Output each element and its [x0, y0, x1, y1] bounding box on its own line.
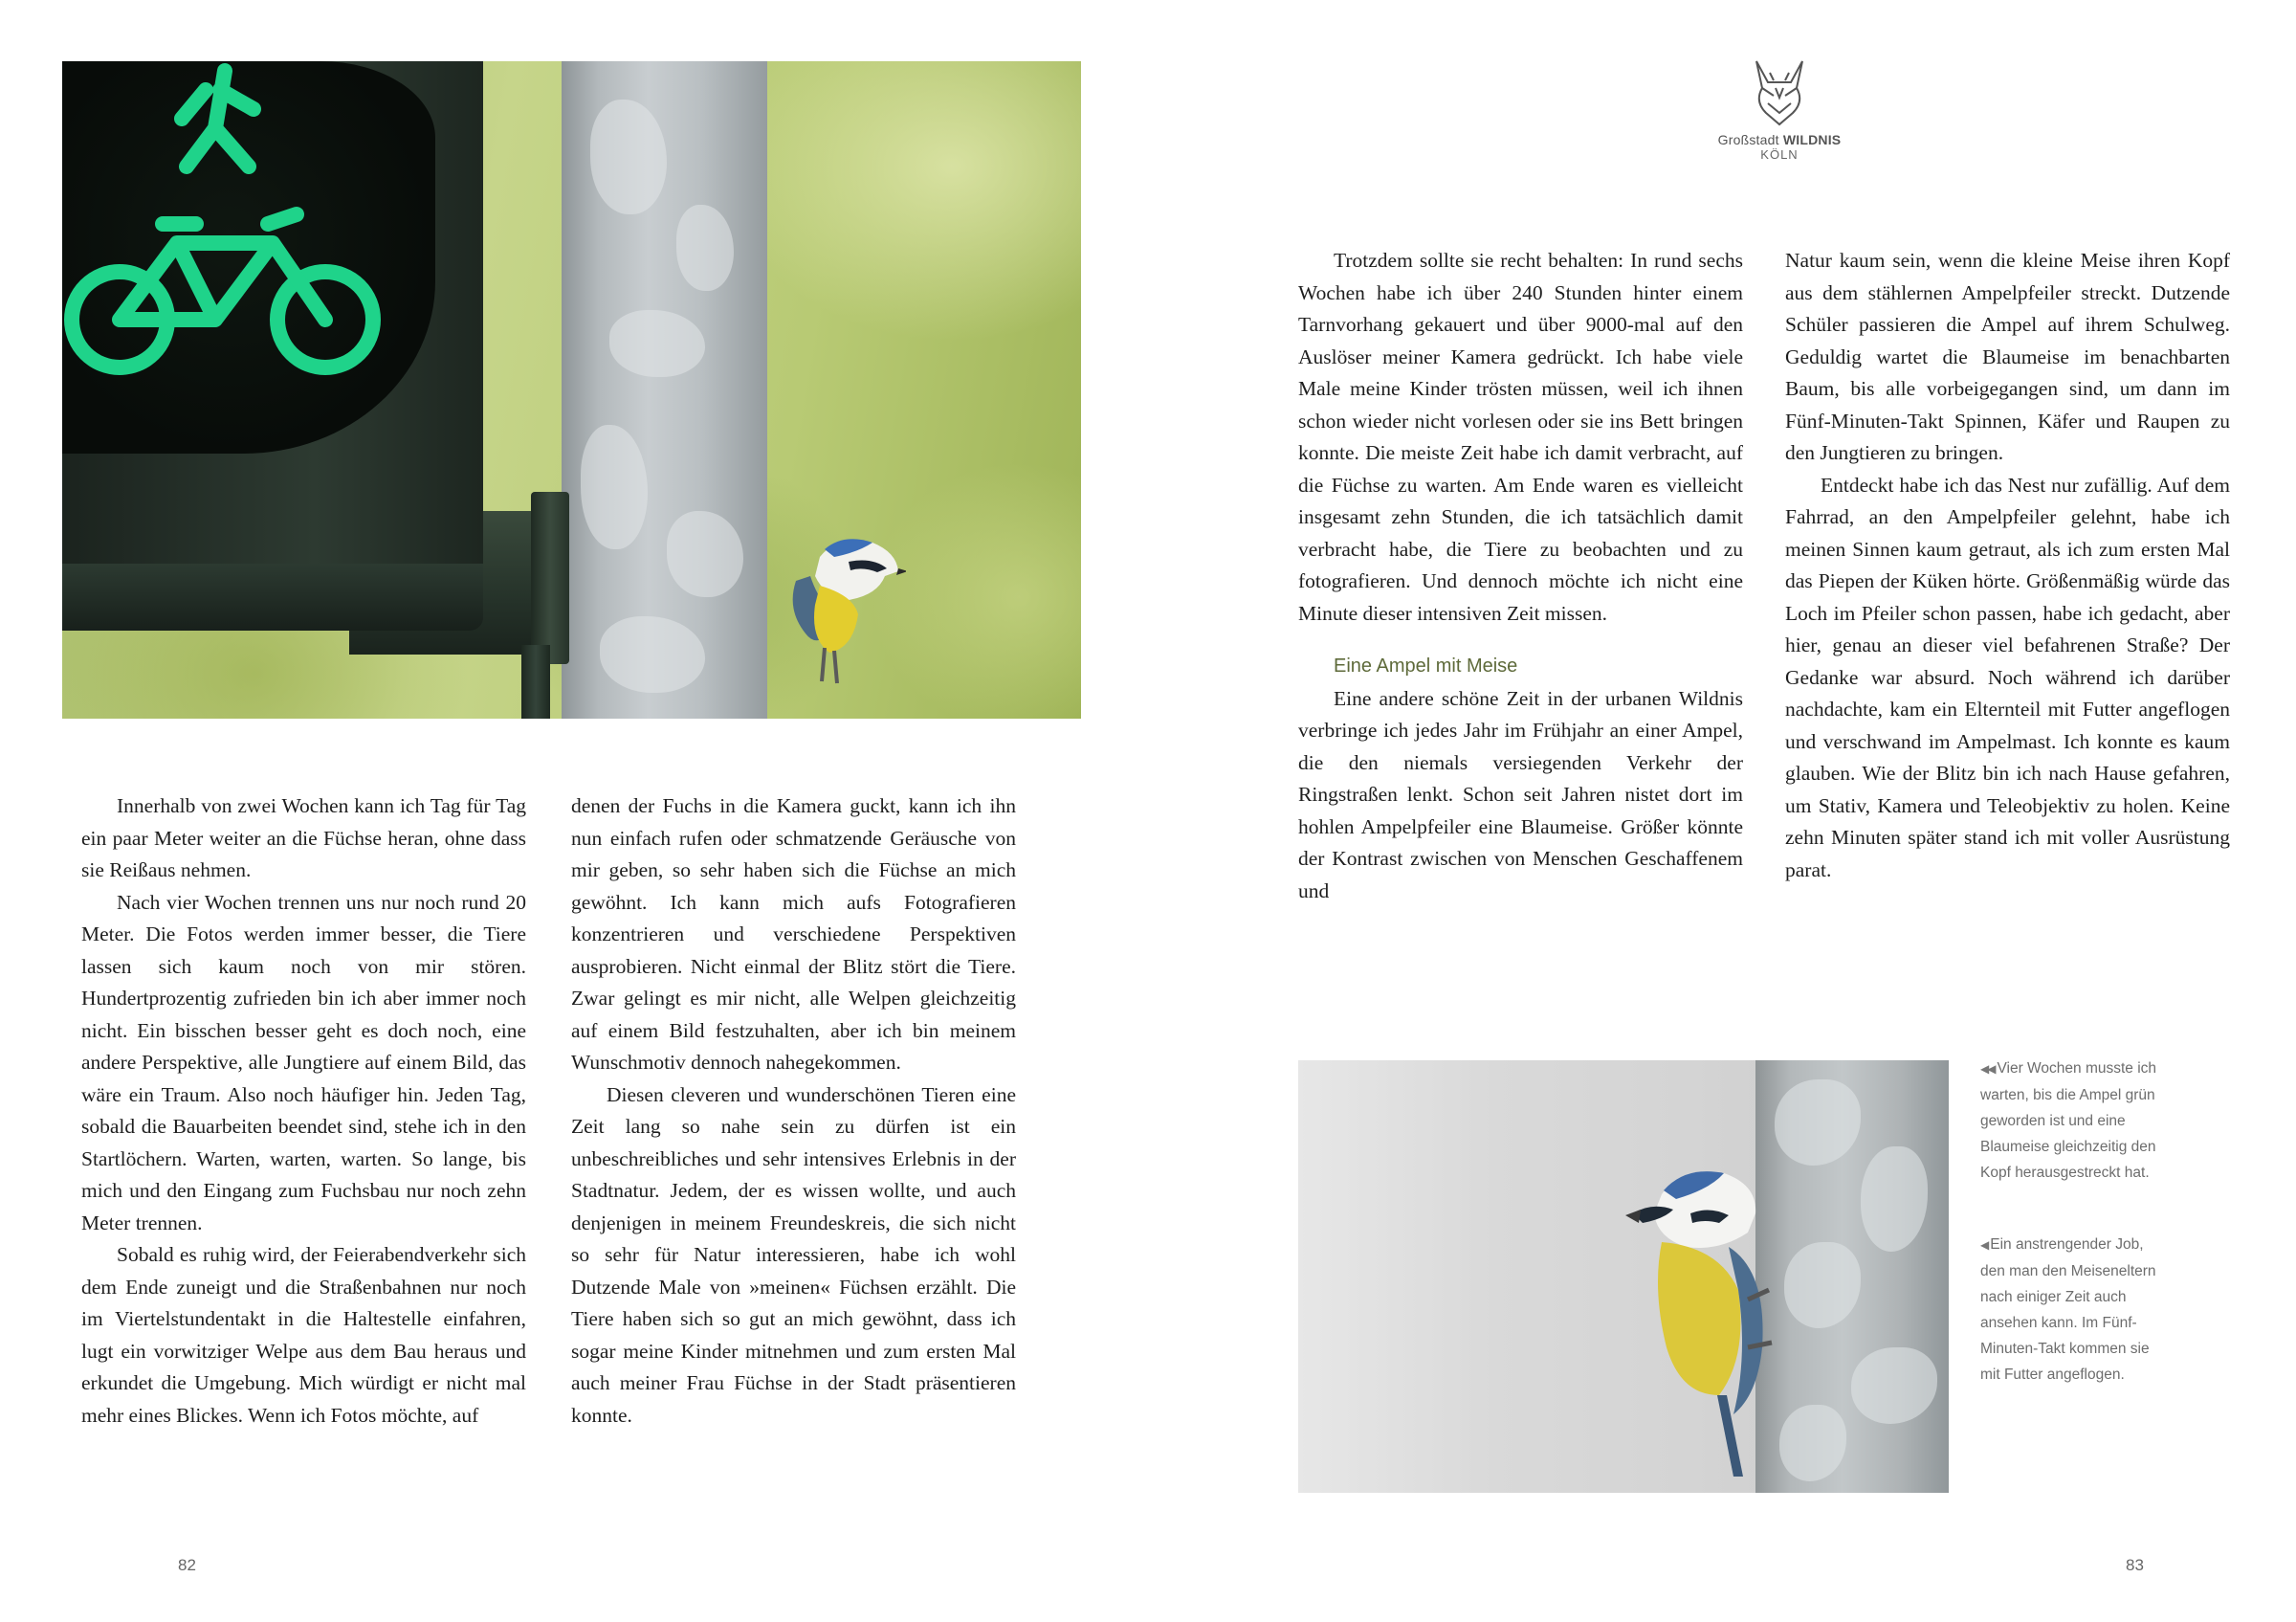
photo-caption	[1980, 1232, 2162, 1388]
logo-title-strong: WILDNIS	[1782, 132, 1842, 147]
logo-city: KÖLN	[1760, 147, 1799, 162]
text-column-2	[571, 790, 1016, 1432]
page-number-left: 82	[178, 1556, 196, 1574]
paragraph: denen der Fuchs in die Kamera guckt, kann ich ihn nun einfach rufen oder schmatzende Geräusche von mir geben, so sehr haben sich die Füchse an mich gewöhnt. Ich kann mich aufs Fotografieren konzentrieren und verschiedene Perspektiven ausprobieren. Nicht einmal der Blitz stört die Tiere. Zwar gelingt es mir nicht, alle Welpen gleichzeitig auf einem Bild festzuhalten, aber ich bin meinem Wunschmotiv dennoch nahegekommen.	[571, 794, 1016, 1074]
blue-tit-small	[782, 528, 906, 691]
paragraph: Diesen cleveren und wunderschönen Tieren eine Zeit lang so nahe sein zu dürfen ist ein unbeschreibliches und sehr intensives Erlebnis in der Stadtnatur. Jedem, der es wissen wollte, und auch denjenigen in meinem Freundeskreis, die sich nicht so sehr für Natur interessieren, habe ich wohl Dutzende Male von »meinen« Füchsen erzählt. Die Tiere haben sich so gut an mich gewöhnt, dass ich sogar meine Kinder mitnehmen und zum ersten Mal auch meiner Frau Füchse in der Stadt präsentieren konnte.	[571, 1082, 1016, 1427]
paragraph: Eine andere schöne Zeit in der urbanen Wildnis verbringe ich jedes Jahr im Frühjahr an einer Ampel, die den niemals versiegenden Verkehr der Ringstraßen lenkt. Schon seit Jahren nistet dort im hohlen Ampelpfeiler eine Blaumeise. Größer könnte der Kontrast zwischen von Menschen Geschaffenem und	[1298, 686, 1743, 902]
traffic-signal-housing	[62, 61, 483, 631]
text-column-3	[1298, 245, 1743, 907]
text-column-4	[1785, 245, 2230, 886]
photo-traffic-light-blue-tit	[62, 61, 1081, 719]
paragraph: Sobald es ruhig wird, der Feierabendverkehr sich dem Ende zuneigt und die Straßenbahnen nur noch im Viertelstundentakt in die Haltestelle einfahren, lugt ein vorwitziger Welpe aus dem Bau heraus und erkundet die Umgebung. Mich würdigt er nicht mal mehr eines Blickes. Wenn ich Fotos möchte, auf	[81, 1243, 526, 1427]
paragraph: Innerhalb von zwei Wochen kann ich Tag für Tag ein paar Meter weiter an die Füchse heran, ohne dass sie Reißaus nehmen.	[81, 794, 526, 881]
caption-arrow-icon: ◀◀	[1980, 1062, 1995, 1076]
blue-tit-large	[1604, 1156, 1786, 1481]
paragraph: Trotzdem sollte sie recht behalten: In rund sechs Wochen habe ich über 240 Stunden hinter einem Tarnvorhang gekauert und über 9000-mal auf den Auslöser meiner Kamera gedrückt. Ich habe viele Male meine Kinder trösten müssen, weil ich ihnen schon wieder nicht vorlesen oder sie ins Bett bringen konnte. Die meiste Zeit habe ich damit verbracht, auf die Füchse zu warten. Am Ende waren es vielleicht insgesamt zehn Stunden, die ich tatsächlich damit verbracht habe, die Tiere zu beobachten und zu fotografieren. Und dennoch möchte ich nicht eine Minute dieser intensiven Zeit missen.	[1298, 249, 1743, 625]
text-column-1	[81, 790, 526, 1432]
bicycle-pedestrian-signal-icon	[62, 61, 435, 454]
photo-blue-tit-on-pole	[1298, 1060, 1949, 1493]
paragraph: Entdeckt habe ich das Nest nur zufällig. Auf dem Fahrrad, an den Ampelpfeiler gelehnt, habe ich meinen Sinnen kaum getraut, als ich zum ersten Mal das Piepen der Küken hörte. Größenmäßig würde das Loch im Pfeiler schon passen, habe ich gedacht, aber hier, genau an dieser viel befahrenen Straße? Der Gedanke war absurd. Noch während ich darüber nachdachte, kam ein Elternteil mit Futter angeflogen und verschwand im Ampelmast. Ich konnte es kaum glauben. Wie der Blitz bin ich nach Hause gefahren, um Stativ, Kamera und Teleobjektiv zu holen. Keine zehn Minuten später stand ich mit voller Ausrüstung parat.	[1785, 473, 2230, 881]
caption-text: Ein anstrengender Job, den man den Meiseneltern nach einiger Zeit auch ansehen kann. Im Fünf-Minuten-Takt kommen sie mit Futter angeflogen.	[1980, 1236, 2156, 1383]
paragraph: Natur kaum sein, wenn die kleine Meise ihren Kopf aus dem stählernen Ampelpfeiler streckt. Dutzende Schüler passieren die Ampel auf ihrem Schulweg. Geduldig wartet die Blaumeise im benachbarten Baum, bis alle vorbeigegangen sind, um dann im Fünf-Minuten-Takt Spinnen, Käfer und Raupen zu den Jungtieren zu bringen.	[1785, 249, 2230, 464]
series-logo	[1684, 59, 1875, 162]
fox-icon	[1749, 59, 1810, 126]
traffic-light-pole	[562, 61, 767, 719]
caption-arrow-icon: ◀	[1980, 1238, 1988, 1252]
caption-text: Vier Wochen musste ich warten, bis die Ampel grün geworden ist und eine Blaumeise gleichzeitig den Kopf herausgestreckt hat.	[1980, 1060, 2157, 1181]
section-heading: Eine Ampel mit Meise	[1334, 655, 1518, 677]
page-number-right: 83	[2126, 1556, 2144, 1574]
logo-title-prefix: Großstadt	[1717, 132, 1783, 147]
photo-caption	[1980, 1055, 2162, 1186]
paragraph: Nach vier Wochen trennen uns nur noch rund 20 Meter. Die Fotos werden immer besser, die Tiere lassen sich kaum noch von mir stören. Hundertprozentig zufrieden bin ich aber immer noch nicht. Ein bisschen besser geht es doch noch, eine andere Perspektive, alle Jungtiere auf einem Bild, das wäre ein Traum. Also noch häufiger hin. Jeden Tag, sobald die Bauarbeiten beendet sind, stehe ich in den Startlöchern. Warten, warten, warten. So lange, bis mich und den Eingang zum Fuchsbau nur noch zehn Meter trennen.	[81, 890, 526, 1234]
